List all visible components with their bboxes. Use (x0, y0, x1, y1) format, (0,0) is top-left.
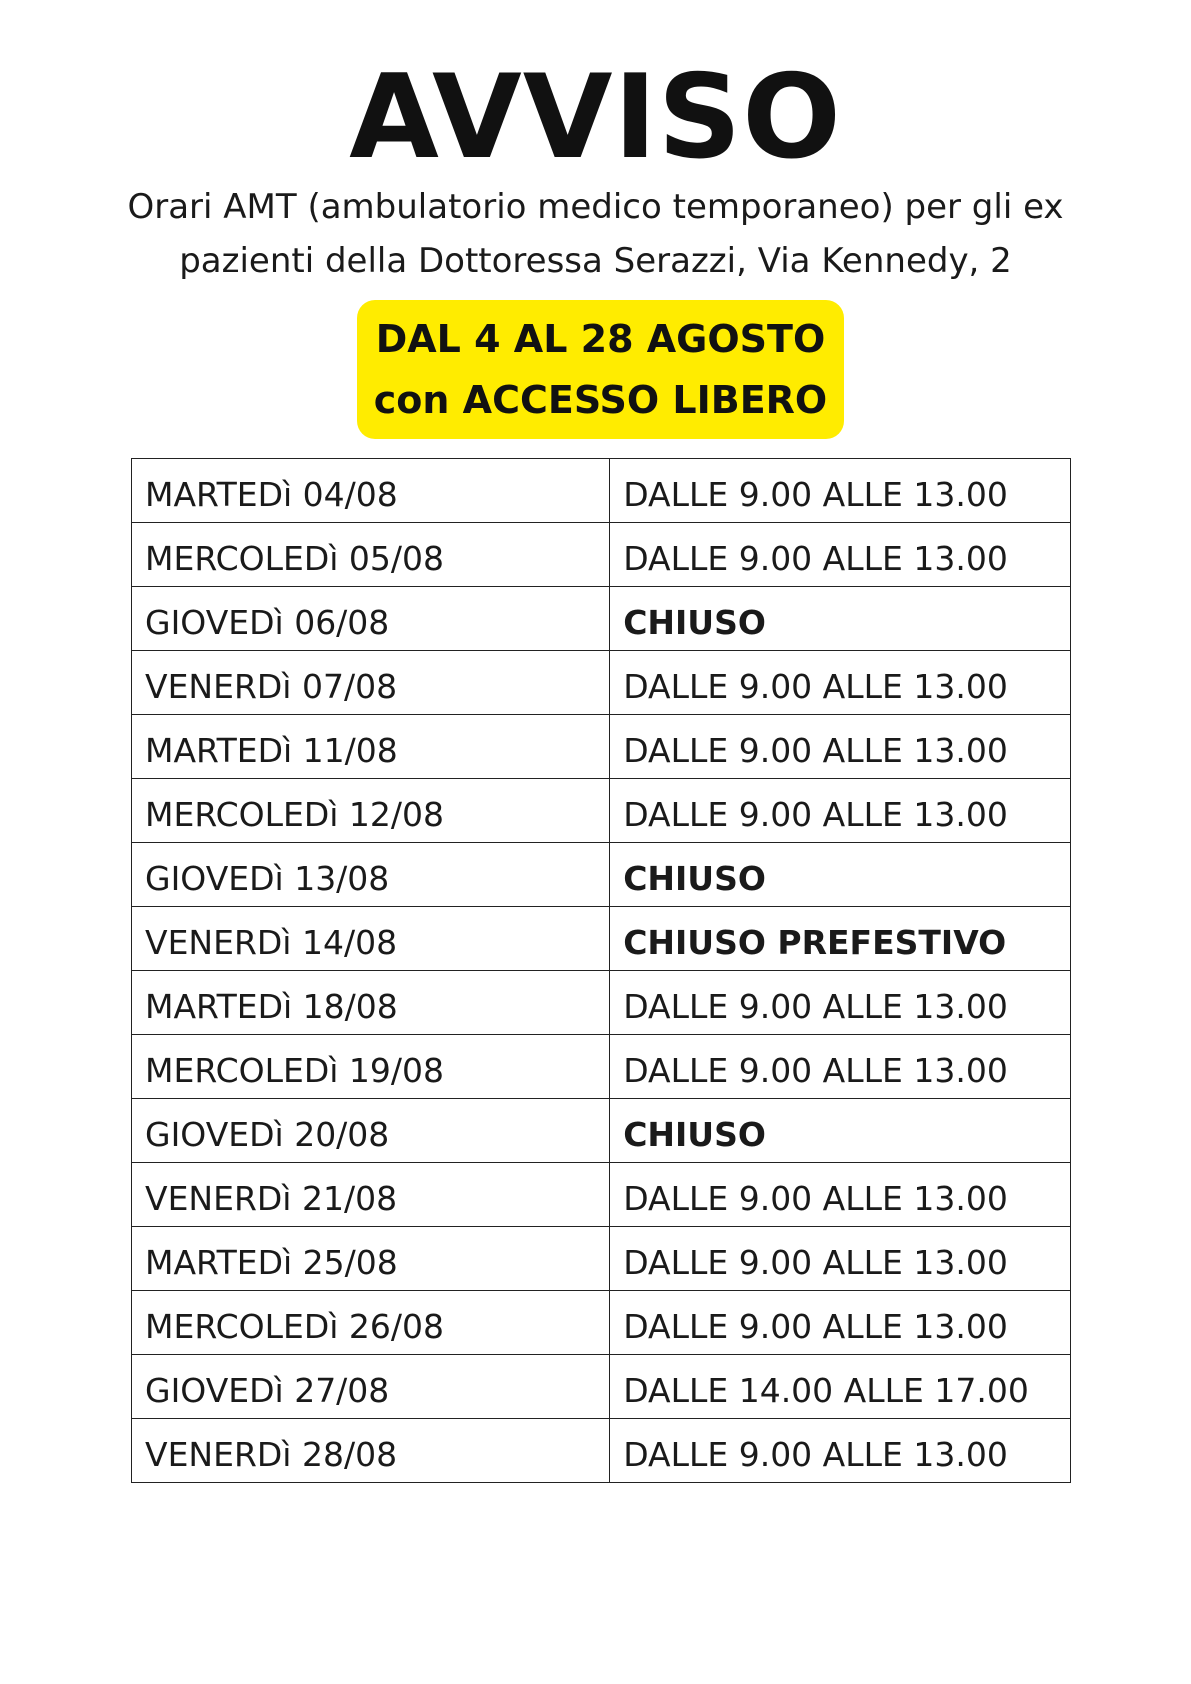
hours-cell: DALLE 9.00 ALLE 13.00 (610, 1035, 1071, 1099)
subtitle-line-2: pazienti della Dottoressa Serazzi, Via Kennedy, 2 (179, 241, 1012, 281)
day-cell: VENERDì 21/08 (132, 1163, 610, 1227)
day-cell: VENERDì 28/08 (132, 1419, 610, 1483)
schedule-table (131, 458, 1071, 1483)
schedule-row (132, 779, 1071, 843)
highlight-line-1: DAL 4 AL 28 AGOSTO (375, 317, 826, 361)
day-cell: MERCOLEDì 05/08 (132, 523, 610, 587)
schedule-row (132, 587, 1071, 651)
hours-cell: DALLE 9.00 ALLE 13.00 (610, 459, 1071, 523)
hours-cell: CHIUSO (610, 1099, 1071, 1163)
hours-cell: DALLE 9.00 ALLE 13.00 (610, 1227, 1071, 1291)
subtitle-line-1: Orari AMT (ambulatorio medico temporaneo) per gli ex (127, 187, 1064, 227)
schedule-row (132, 651, 1071, 715)
hours-cell: CHIUSO (610, 587, 1071, 651)
hours-cell: DALLE 9.00 ALLE 13.00 (610, 523, 1071, 587)
day-cell: VENERDì 07/08 (132, 651, 610, 715)
schedule-row (132, 459, 1071, 523)
day-cell: MARTEDì 04/08 (132, 459, 610, 523)
schedule-row (132, 1355, 1071, 1419)
schedule-row (132, 715, 1071, 779)
hours-cell: DALLE 9.00 ALLE 13.00 (610, 1291, 1071, 1355)
schedule-row (132, 1099, 1071, 1163)
day-cell: MARTEDì 11/08 (132, 715, 610, 779)
day-cell: GIOVEDì 06/08 (132, 587, 610, 651)
hours-cell: CHIUSO (610, 843, 1071, 907)
notice-subtitle (80, 180, 1111, 288)
schedule-body (132, 459, 1071, 1483)
hours-cell: DALLE 9.00 ALLE 13.00 (610, 651, 1071, 715)
schedule-row (132, 1227, 1071, 1291)
hours-cell: DALLE 9.00 ALLE 13.00 (610, 715, 1071, 779)
schedule-row (132, 523, 1071, 587)
day-cell: GIOVEDì 20/08 (132, 1099, 610, 1163)
schedule-row (132, 907, 1071, 971)
schedule-row (132, 1163, 1071, 1227)
schedule-row (132, 1291, 1071, 1355)
date-range-highlight (357, 300, 844, 439)
highlight-line-2: con ACCESSO LIBERO (373, 378, 828, 422)
day-cell: VENERDì 14/08 (132, 907, 610, 971)
day-cell: GIOVEDì 13/08 (132, 843, 610, 907)
notice-title: AVVISO (349, 50, 842, 185)
hours-cell: DALLE 9.00 ALLE 13.00 (610, 1163, 1071, 1227)
hours-cell: DALLE 9.00 ALLE 13.00 (610, 1419, 1071, 1483)
hours-cell: CHIUSO PREFESTIVO (610, 907, 1071, 971)
day-cell: MERCOLEDì 19/08 (132, 1035, 610, 1099)
day-cell: MARTEDì 18/08 (132, 971, 610, 1035)
day-cell: MERCOLEDì 26/08 (132, 1291, 610, 1355)
schedule-row (132, 971, 1071, 1035)
day-cell: MARTEDì 25/08 (132, 1227, 610, 1291)
hours-cell: DALLE 9.00 ALLE 13.00 (610, 971, 1071, 1035)
day-cell: GIOVEDì 27/08 (132, 1355, 610, 1419)
schedule-row (132, 1419, 1071, 1483)
hours-cell: DALLE 9.00 ALLE 13.00 (610, 779, 1071, 843)
schedule-row (132, 1035, 1071, 1099)
day-cell: MERCOLEDì 12/08 (132, 779, 610, 843)
hours-cell: DALLE 14.00 ALLE 17.00 (610, 1355, 1071, 1419)
schedule-row (132, 843, 1071, 907)
